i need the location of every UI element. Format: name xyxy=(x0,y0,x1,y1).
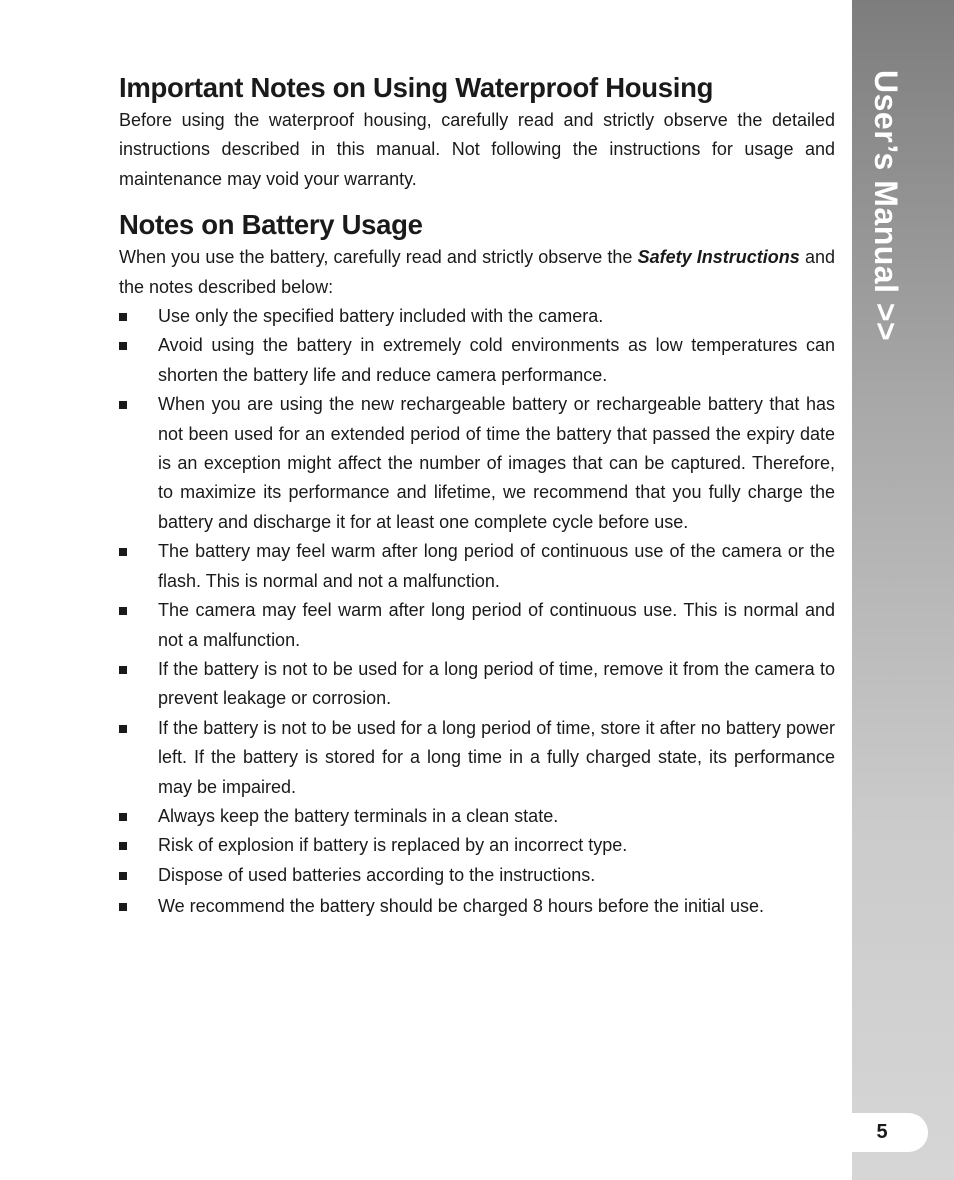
list-item-text: When you are using the new rechargeable battery or rechargeable battery that has not been used for an extended period of time the battery that passed the expiry date is an exception might affect the number of images that can be captured. Therefore, to maximize its performance and lifetime, we recommend that you fully charge the battery and discharge it for at least one complete cycle before use. xyxy=(158,394,835,532)
square-bullet-icon xyxy=(119,342,127,350)
list-item xyxy=(119,537,835,596)
square-bullet-icon xyxy=(119,401,127,409)
square-bullet-icon xyxy=(119,607,127,615)
heading-battery-usage: Notes on Battery Usage xyxy=(119,209,423,241)
paragraph-battery-intro xyxy=(119,243,835,302)
list-item xyxy=(119,831,835,860)
square-bullet-icon xyxy=(119,725,127,733)
list-item xyxy=(119,892,835,921)
list-item-text: We recommend the battery should be charged 8 hours before the initial use. xyxy=(158,896,765,917)
square-bullet-icon xyxy=(119,548,127,556)
list-item xyxy=(119,714,835,802)
list-item-text: Risk of explosion if battery is replaced by an incorrect type. xyxy=(158,835,628,856)
list-item-text: Use only the specified battery included with the camera. xyxy=(158,306,604,327)
list-item-text: Dispose of used batteries according to the instructions. xyxy=(158,864,596,885)
heading-waterproof-housing: Important Notes on Using Waterproof Housing xyxy=(119,72,714,103)
square-bullet-icon xyxy=(119,872,127,880)
square-bullet-icon xyxy=(119,813,127,821)
safety-instructions-reference: Safety Instructions xyxy=(637,247,800,268)
list-item-text: If the battery is not to be used for a long period of time, remove it from the camera to prevent leakage or corrosion. xyxy=(158,658,835,709)
intro-text-end: and the notes described below: xyxy=(119,247,835,297)
square-bullet-icon xyxy=(119,313,127,321)
list-item xyxy=(119,596,835,655)
list-item xyxy=(119,802,835,831)
list-item-text: Avoid using the battery in extremely cold environments as low temperatures can shorten the battery life and reduce camera performance. xyxy=(158,335,835,385)
square-bullet-icon xyxy=(119,842,127,850)
list-item-text: Always keep the battery terminals in a clean state. xyxy=(158,805,559,826)
list-item-text: The camera may feel warm after long period of continuous use. This is normal and not a malfunction. xyxy=(158,600,835,650)
page-number: 5 xyxy=(876,1121,888,1143)
square-bullet-icon xyxy=(119,666,127,674)
battery-notes-list xyxy=(119,302,835,922)
list-item xyxy=(119,655,835,714)
manual-section-title: User’s Manual >> xyxy=(868,70,904,342)
page-content xyxy=(119,70,835,922)
square-bullet-icon xyxy=(119,903,127,911)
page-number-tab xyxy=(852,1113,928,1152)
list-item xyxy=(119,331,835,390)
list-item-text: The battery may feel warm after long period of continuous use of the camera or the flash. This is normal and not a malfunction. xyxy=(158,541,835,591)
intro-text-start: When you use the battery, carefully read and strictly observe the xyxy=(119,247,638,268)
paragraph-waterproof-housing: Before using the waterproof housing, carefully read and strictly observe the detailed instructions described in this manual. Not following the instructions for usage and maintenance may void your warranty. xyxy=(119,110,835,189)
list-item-text: If the battery is not to be used for a long period of time, store it after no battery power left. If the battery is stored for a long time in a fully charged state, its performance may be impaired. xyxy=(158,717,835,797)
list-item xyxy=(119,861,835,890)
list-item xyxy=(119,390,835,537)
list-item xyxy=(119,302,835,331)
